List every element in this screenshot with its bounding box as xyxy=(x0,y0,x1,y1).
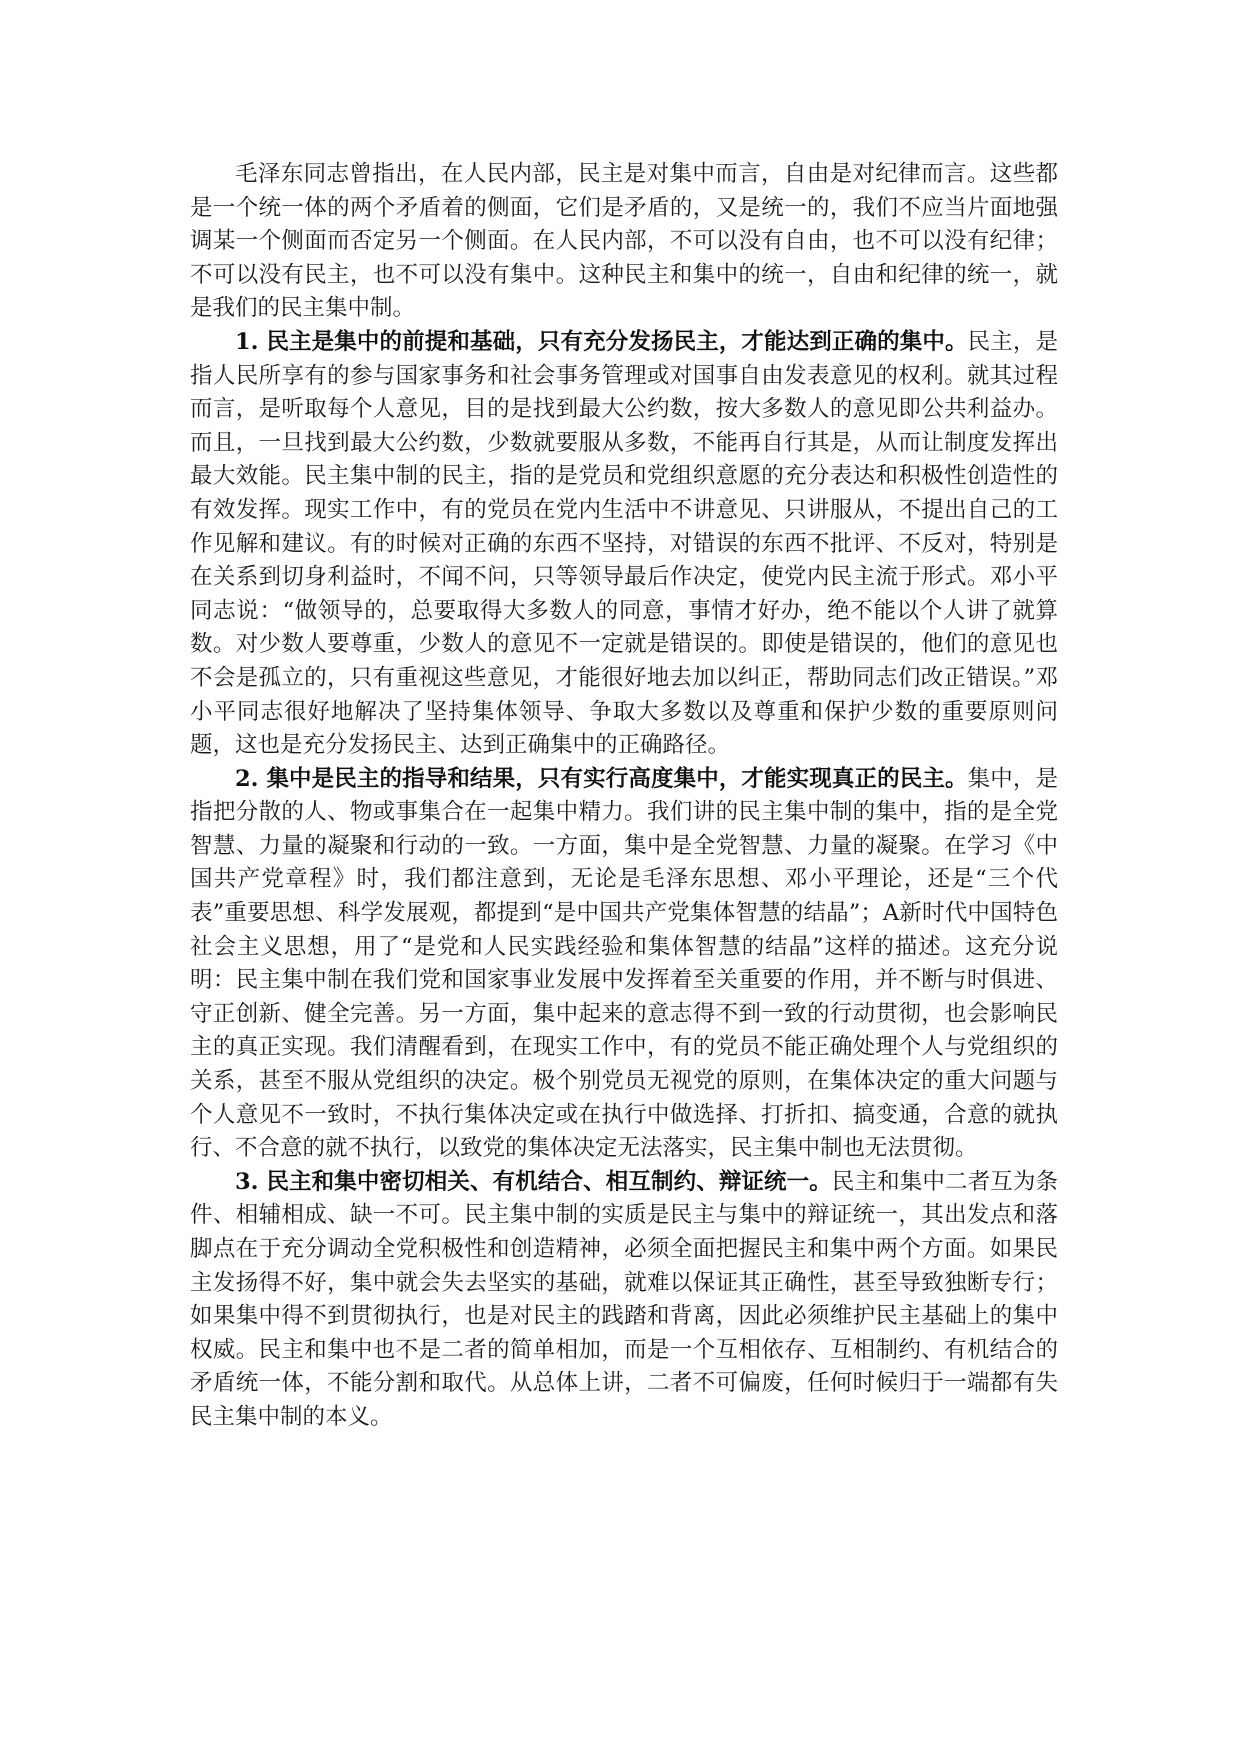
document-page xyxy=(190,158,1058,1435)
intro-paragraph: 毛泽东同志曾指出，在人民内部，民主是对集中而言，自由是对纪律而言。这些都是一个统一体的两个矛盾着的侧面，它们是矛盾的，又是统一的，我们不应当片面地强调某一个侧面而否定另一个侧面。在人民内部，不可以没有自由，也不可以没有纪律；不可以没有民主，也不可以没有集中。这种民主和集中的统一，自由和纪律的统一，就是我们的民主集中制。 xyxy=(190,161,1058,322)
section-3-heading: 3. 民主和集中密切相关、有机结合、相互制约、辩证统一。 xyxy=(235,1168,832,1195)
section-1-paragraph xyxy=(190,326,1058,763)
section-3-paragraph xyxy=(190,1166,1058,1435)
section-1-body: 民主，是指人民所享有的参与国家事务和社会事务管理或对国事自由发表意见的权利。就其过程而言，是听取每个人意见，目的是找到最大公约数，按大多数人的意见即公共利益办。而且，一旦找到最大公约数，少数就要服从多数，不能再自行其是，从而让制度发挥出最大效能。民主集中制的民主，指的是党员和党组织意愿的充分表达和积极性创造性的有效发挥。现实工作中，有的党员在党内生活中不讲意见、只讲服从，不提出自己的工作见解和建议。有的时候对正确的东西不坚持，对错误的东西不批评、不反对，特别是在关系到切身利益时，不闻不问，只等领导最后作决定，使党内民主流于形式。邓小平同志说：“做领导的，总要取得大多数人的同意，事情才好办，绝不能以个人讲了就算数。对少数人要尊重，少数人的意见不一定就是错误的。即使是错误的，他们的意见也不会是孤立的，只有重视这些意见，才能很好地去加以纠正，帮助同志们改正错误。”邓小平同志很好地解决了坚持集体领导、争取大多数以及尊重和保护少数的重要原则问题，这也是充分发扬民主、达到正确集中的正确路径。 xyxy=(190,328,1058,759)
section-1-heading: 1. 民主是集中的前提和基础，只有充分发扬民主，才能达到正确的集中。 xyxy=(235,328,968,355)
section-2-heading: 2. 集中是民主的指导和结果，只有实行高度集中，才能实现真正的民主。 xyxy=(235,765,968,792)
section-3-body: 民主和集中二者互为条件、相辅相成、缺一不可。民主集中制的实质是民主与集中的辩证统一，其出发点和落脚点在于充分调动全党积极性和创造精神，必须全面把握民主和集中两个方面。如果民主发扬得不好，集中就会失去坚实的基础，就难以保证其正确性，甚至导致独断专行；如果集中得不到贯彻执行，也是对民主的践踏和背离，因此必须维护民主基础上的集中权威。民主和集中也不是二者的简单相加，而是一个互相依存、互相制约、有机结合的矛盾统一体，不能分割和取代。从总体上讲，二者不可偏废，任何时候归于一端都有失民主集中制的本义。 xyxy=(190,1168,1058,1430)
section-2-paragraph xyxy=(190,763,1058,1166)
section-2-body: 集中，是指把分散的人、物或事集合在一起集中精力。我们讲的民主集中制的集中，指的是全党智慧、力量的凝聚和行动的一致。一方面，集中是全党智慧、力量的凝聚。在学习《中国共产党章程》时，我们都注意到，无论是毛泽东思想、邓小平理论，还是“三个代表”重要思想、科学发展观，都提到“是中国共产党集体智慧的结晶”；A新时代中国特色社会主义思想，用了“是党和人民实践经验和集体智慧的结晶”这样的描述。这充分说明：民主集中制在我们党和国家事业发展中发挥着至关重要的作用，并不断与时俱进、守正创新、健全完善。另一方面，集中起来的意志得不到一致的行动贯彻，也会影响民主的真正实现。我们清醒看到，在现实工作中，有的党员不能正确处理个人与党组织的关系，甚至不服从党组织的决定。极个别党员无视党的原则，在集体决定的重大问题与个人意见不一致时，不执行集体决定或在执行中做选择、打折扣、搞变通，合意的就执行、不合意的就不执行，以致党的集体决定无法落实，民主集中制也无法贯彻。 xyxy=(190,765,1058,1162)
